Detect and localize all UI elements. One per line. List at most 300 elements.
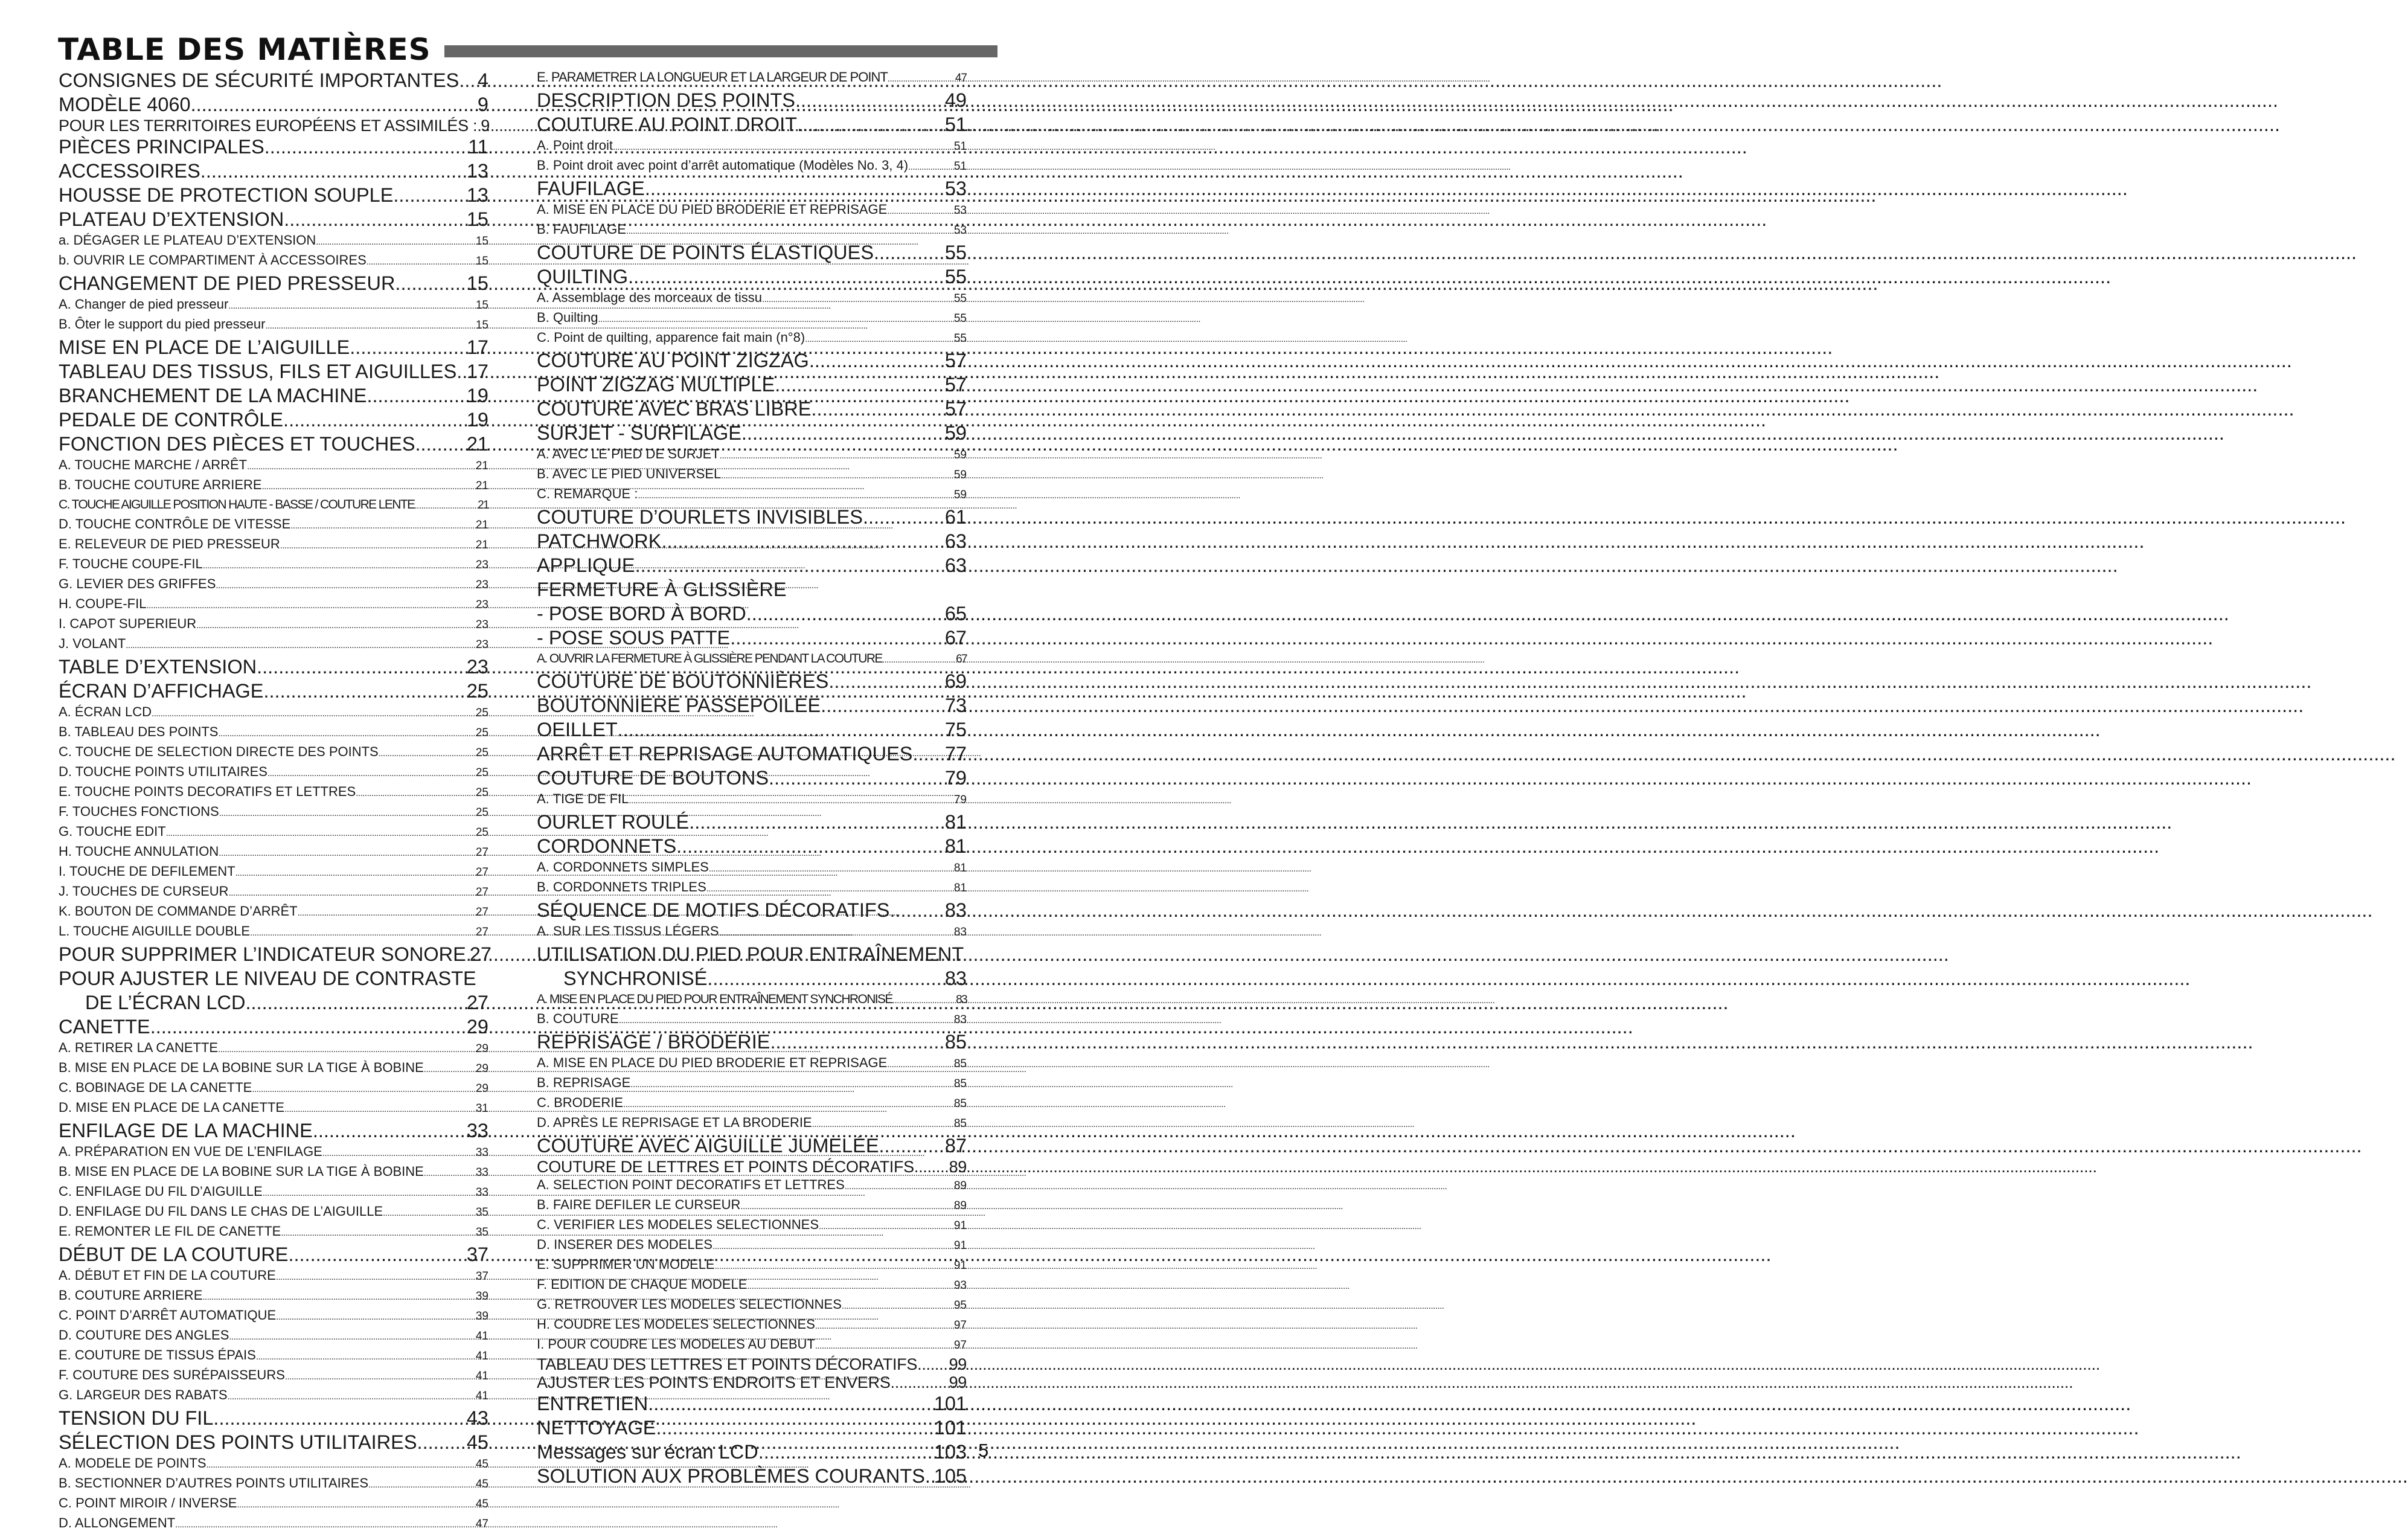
toc-entry-page: 41 — [475, 1370, 488, 1382]
dot-leader — [228, 297, 476, 315]
dot-leader — [229, 1328, 475, 1346]
dot-leader — [626, 222, 954, 240]
toc-entry[interactable] — [537, 1355, 967, 1373]
toc-entry-page: 99 — [949, 1355, 967, 1373]
toc-entry-label: I. CAPOT SUPERIEUR — [59, 616, 197, 631]
toc-entry-label: BRANCHEMENT DE LA MACHINE — [59, 385, 367, 406]
toc-entry-page: 81 — [953, 862, 967, 875]
toc-entry[interactable] — [537, 669, 967, 693]
toc-entry[interactable] — [59, 1202, 488, 1222]
toc-entry-label: E. SUPPRIMER UN MODELE — [537, 1257, 715, 1272]
toc-entry[interactable] — [59, 862, 488, 882]
toc-entry-page: 57 — [944, 398, 967, 420]
toc-entry[interactable] — [537, 136, 967, 156]
toc-entry-label: A. TIGE DE FIL — [537, 791, 629, 806]
toc-entry[interactable] — [59, 1266, 488, 1286]
dot-leader — [613, 138, 954, 156]
toc-entry[interactable] — [59, 456, 488, 476]
toc-entry[interactable] — [537, 1276, 967, 1295]
toc-entry[interactable] — [537, 397, 967, 421]
toc-entry-page: 35 — [475, 1206, 488, 1219]
toc-entry-page: 55 — [944, 242, 967, 263]
toc-entry-label: C. REMARQUE : — [537, 486, 638, 501]
toc-entry[interactable] — [537, 112, 967, 136]
toc-entry-label: COUTURE DE BOUTONS — [537, 767, 769, 789]
dot-leader — [191, 92, 478, 117]
toc-entry[interactable] — [537, 966, 967, 990]
dot-leader — [887, 1056, 954, 1074]
toc-entry[interactable] — [537, 176, 967, 201]
toc-entry-page: 83 — [953, 926, 967, 939]
toc-entry-label: D. TOUCHE POINTS UTILITAIRES — [59, 764, 267, 779]
toc-entry[interactable] — [537, 858, 967, 878]
toc-entry-label: D. APRÈS LE REPRISAGE ET LA BRODERIE — [537, 1115, 812, 1130]
toc-entry-label: C. BOBINAGE DE LA CANETTE — [59, 1080, 252, 1095]
dot-leader — [395, 271, 466, 295]
toc-entry-page: 45 — [475, 1458, 488, 1471]
toc-entry-page: 55 — [944, 266, 967, 287]
toc-entry-page: 53 — [953, 224, 967, 237]
toc-entry[interactable] — [59, 295, 488, 315]
toc-entry[interactable] — [59, 615, 488, 635]
dot-leader — [715, 1257, 954, 1276]
toc-entry[interactable] — [59, 922, 488, 942]
toc-entry[interactable] — [59, 1143, 488, 1163]
dot-leader — [638, 487, 953, 505]
toc-entry[interactable] — [537, 265, 967, 289]
toc-entry-label: A. ÉCRAN LCD — [59, 704, 152, 719]
toc-entry[interactable] — [59, 1059, 488, 1079]
dot-leader — [887, 202, 954, 220]
toc-entry[interactable] — [59, 803, 488, 823]
toc-entry[interactable] — [537, 1158, 967, 1176]
toc-entry[interactable] — [59, 902, 488, 922]
dot-leader — [815, 1317, 954, 1335]
toc-entry-page: 103 — [933, 1441, 967, 1463]
toc-entry[interactable] — [537, 1176, 967, 1196]
toc-entry[interactable] — [537, 1315, 967, 1335]
toc-entry-label: MISE EN PLACE DE L’AIGUILLE — [59, 336, 350, 358]
toc-entry-label: A. TOUCHE MARCHE / ARRÊT — [59, 457, 248, 472]
toc-entry-label: COUTURE AU POINT ZIGZAG — [537, 350, 809, 371]
toc-entry[interactable] — [59, 635, 488, 655]
toc-entry[interactable] — [59, 135, 488, 159]
toc-entry-label: SYNCHRONISÉ — [563, 968, 708, 989]
toc-entry-label: B. TABLEAU DES POINTS — [59, 724, 219, 739]
dot-leader — [288, 1242, 466, 1266]
toc-entry[interactable] — [537, 445, 967, 465]
toc-entry[interactable] — [59, 882, 488, 902]
toc-entry[interactable] — [59, 763, 488, 783]
toc-entry[interactable] — [537, 88, 967, 112]
toc-entry[interactable] — [537, 1094, 967, 1114]
toc-entry-page: 41 — [475, 1390, 488, 1402]
toc-entry-label: TENSION DU FIL — [59, 1407, 214, 1429]
toc-entry[interactable] — [59, 1474, 488, 1494]
toc-entry-label: C. TOUCHE AIGUILLE POSITION HAUTE - BASSE / COUTURE LENTE — [59, 498, 415, 512]
toc-entry[interactable] — [537, 201, 967, 220]
toc-entry[interactable] — [537, 289, 967, 309]
toc-entry-page: 25 — [475, 727, 488, 739]
toc-entry[interactable] — [537, 1010, 967, 1030]
toc-entry[interactable] — [59, 703, 488, 723]
toc-entry[interactable] — [537, 742, 967, 766]
toc-entry[interactable] — [59, 359, 488, 384]
toc-entry[interactable] — [537, 898, 967, 922]
toc-entry-label: ARRÊT ET REPRISAGE AUTOMATIQUES — [537, 743, 913, 765]
toc-entry[interactable] — [59, 1366, 488, 1386]
toc-entry-page: 9 — [477, 94, 488, 115]
toc-entry[interactable] — [537, 1216, 967, 1236]
toc-entry-page: 4 — [477, 69, 488, 91]
toc-entry[interactable] — [537, 553, 967, 577]
toc-entry-label: B. REPRISAGE — [537, 1075, 631, 1090]
toc-entry[interactable] — [59, 1015, 488, 1039]
toc-entry[interactable] — [59, 595, 488, 615]
dot-leader — [218, 725, 475, 743]
toc-entry-page: 45 — [475, 1478, 488, 1491]
toc-entry-page: 73 — [944, 695, 967, 716]
toc-entry-page: 55 — [953, 332, 967, 345]
toc-entry[interactable] — [537, 529, 967, 553]
dot-leader — [424, 1164, 476, 1183]
toc-entry[interactable] — [537, 1440, 967, 1464]
toc-entry[interactable] — [537, 1074, 967, 1094]
toc-entry[interactable] — [537, 1054, 967, 1074]
toc-entry[interactable] — [537, 790, 967, 810]
toc-entry[interactable] — [537, 485, 967, 505]
toc-entry-label: TABLEAU DES LETTRES ET POINTS DÉCORATIFS — [537, 1355, 918, 1373]
dot-leader — [290, 517, 476, 535]
dot-leader — [424, 1061, 476, 1079]
dot-leader — [263, 1184, 476, 1202]
toc-entry[interactable] — [59, 384, 488, 408]
toc-entry[interactable] — [537, 1030, 967, 1054]
toc-entry[interactable] — [537, 240, 967, 265]
toc-entry-page: 87 — [944, 1135, 967, 1157]
dot-leader — [661, 529, 944, 553]
toc-entry-page: 27 — [466, 992, 488, 1013]
toc-entry-page: 29 — [475, 1042, 488, 1055]
toc-entry[interactable] — [537, 465, 967, 485]
toc-entry-page: 31 — [475, 1102, 488, 1115]
toc-entry-page: 17 — [466, 336, 488, 358]
dot-leader — [912, 742, 944, 766]
dot-leader — [775, 373, 945, 397]
toc-entry[interactable] — [59, 942, 492, 966]
toc-entry[interactable] — [59, 92, 488, 117]
toc-entry[interactable] — [59, 251, 488, 271]
toc-entry[interactable] — [59, 783, 488, 803]
toc-entry-label: A. Changer de pied presseur — [59, 297, 229, 312]
toc-entry[interactable] — [537, 878, 967, 898]
dot-leader — [925, 1464, 934, 1488]
toc-entry[interactable] — [537, 766, 967, 790]
toc-entry-page: 59 — [953, 449, 967, 461]
toc-entry[interactable] — [59, 183, 488, 207]
toc-entry-label: ÉCRAN D’AFFICHAGE — [59, 680, 264, 702]
toc-entry-page: 85 — [953, 1057, 967, 1070]
toc-entry[interactable] — [59, 1222, 488, 1242]
toc-entry-page: 63 — [944, 554, 967, 576]
toc-entry-label: DÉBUT DE LA COUTURE — [59, 1244, 289, 1265]
toc-entry[interactable] — [59, 1406, 488, 1430]
toc-entry[interactable] — [59, 476, 488, 496]
toc-entry[interactable] — [59, 496, 488, 515]
toc-entry-label: G. RETROUVER LES MODELES SELECTIONNES — [537, 1297, 842, 1312]
dot-leader — [747, 1277, 953, 1295]
dot-leader — [619, 1012, 954, 1030]
toc-entry[interactable] — [59, 1326, 488, 1346]
toc-entry[interactable] — [537, 1134, 967, 1158]
toc-entry-label: FERMETURE À GLISSIÈRE — [537, 579, 787, 600]
toc-entry[interactable] — [59, 842, 488, 862]
toc-entry-page: 15 — [475, 235, 488, 248]
toc-entry-label: PEDALE DE CONTRÔLE — [59, 409, 284, 431]
toc-entry[interactable] — [59, 159, 488, 183]
toc-entry-page: 51 — [953, 140, 967, 153]
toc-entry-label: C. POINT MIROIR / INVERSE — [59, 1495, 237, 1510]
toc-entry-page: 11 — [468, 136, 488, 158]
toc-entry[interactable] — [537, 373, 967, 397]
toc-entry[interactable] — [59, 1286, 488, 1306]
toc-entry[interactable] — [537, 717, 967, 742]
toc-entry[interactable] — [59, 1163, 488, 1183]
dot-leader — [415, 497, 478, 515]
toc-entry[interactable] — [537, 602, 967, 626]
dot-leader — [150, 1015, 467, 1039]
toc-entry[interactable] — [537, 505, 967, 529]
toc-entry-label: FONCTION DES PIÈCES ET TOUCHES — [59, 433, 415, 455]
toc-entry-label: DESCRIPTION DES POINTS — [537, 89, 795, 111]
toc-entry-page: 15 — [475, 319, 488, 332]
dot-leader — [809, 348, 945, 373]
toc-entry[interactable] — [59, 1183, 488, 1202]
toc-entry[interactable] — [59, 1454, 488, 1474]
dot-leader — [281, 1224, 476, 1242]
toc-entry[interactable] — [59, 117, 488, 135]
toc-entry[interactable] — [537, 922, 967, 942]
toc-column-right — [537, 68, 967, 1488]
toc-entry[interactable] — [59, 575, 488, 595]
toc-entry[interactable] — [537, 626, 967, 650]
toc-entry-page: 19 — [466, 385, 488, 406]
toc-entry[interactable] — [537, 834, 967, 858]
toc-entry[interactable] — [537, 1236, 967, 1256]
toc-entry[interactable] — [537, 1464, 967, 1488]
toc-entry-label: E. RELEVEUR DE PIED PRESSEUR — [59, 536, 280, 551]
dot-leader — [284, 1100, 476, 1118]
toc-entry-page: 81 — [944, 835, 967, 857]
dot-leader — [908, 158, 954, 176]
dot-leader — [630, 1076, 954, 1094]
dot-leader — [256, 1348, 476, 1366]
toc-entry[interactable] — [537, 810, 967, 834]
toc-entry-page: 15 — [475, 255, 488, 268]
dot-leader — [246, 990, 467, 1015]
toc-entry-page: 85 — [944, 1031, 967, 1053]
dot-leader — [276, 1268, 476, 1286]
toc-entry[interactable] — [59, 1079, 488, 1099]
toc-entry-page: 41 — [475, 1330, 488, 1343]
toc-entry[interactable] — [59, 1039, 488, 1059]
toc-entry-page: 91 — [953, 1219, 967, 1232]
toc-entry-label: B. COUTURE ARRIERE — [59, 1288, 203, 1303]
dot-leader — [216, 577, 475, 595]
toc-entry[interactable] — [59, 966, 488, 990]
toc-entry[interactable] — [537, 942, 967, 966]
toc-entry-label: C. ENFILAGE DU FIL D’AIGUILLE — [59, 1184, 263, 1199]
toc-entry-page: 83 — [944, 968, 967, 989]
toc-entry-page: 51 — [953, 160, 967, 173]
dot-leader — [218, 1041, 476, 1059]
toc-entry-label: A. MODELE DE POINTS — [59, 1455, 207, 1471]
toc-entry-page: 23 — [475, 599, 488, 611]
dot-leader — [252, 1080, 476, 1099]
dot-leader — [265, 317, 475, 335]
toc-entry[interactable] — [59, 1306, 488, 1326]
toc-entry-label: COUTURE DE LETTRES ET POINTS DÉCORATIFS — [537, 1158, 914, 1176]
toc-entry[interactable] — [59, 432, 488, 456]
toc-entry-page: 37 — [466, 1244, 488, 1265]
toc-entry[interactable] — [59, 723, 488, 743]
dot-leader — [819, 1218, 954, 1236]
dot-leader — [758, 1440, 934, 1464]
dot-leader — [267, 765, 476, 783]
toc-entry[interactable] — [59, 231, 488, 251]
toc-entry-page: 53 — [953, 204, 967, 217]
toc-entry-label: A. SELECTION POINT DECORATIFS ET LETTRES — [537, 1177, 845, 1192]
toc-entry[interactable] — [59, 207, 488, 231]
toc-entry[interactable] — [537, 693, 967, 717]
dot-leader — [459, 68, 478, 92]
toc-entry[interactable] — [537, 650, 967, 669]
toc-entry-label: G. TOUCHE EDIT — [59, 824, 166, 839]
toc-entry[interactable] — [59, 315, 488, 335]
toc-entry[interactable] — [59, 1514, 488, 1534]
toc-entry[interactable] — [537, 309, 967, 329]
toc-entry[interactable] — [537, 1196, 967, 1216]
toc-entry[interactable] — [537, 1335, 967, 1355]
toc-entry-label: UTILISATION DU PIED POUR ENTRAÎNEMENT — [537, 943, 964, 965]
toc-entry-page: 99 — [949, 1373, 967, 1391]
toc-entry-label: TABLE D’EXTENSION — [59, 656, 257, 678]
dot-leader — [879, 1134, 945, 1158]
toc-entry[interactable] — [59, 823, 488, 842]
toc-entry[interactable] — [537, 577, 967, 602]
toc-entry-page: 19 — [466, 409, 488, 431]
toc-entry[interactable] — [59, 743, 488, 763]
toc-entry[interactable] — [537, 1373, 967, 1391]
toc-entry-label: SOLUTION AUX PROBLÈMES COURANTS — [537, 1465, 925, 1487]
dot-leader — [276, 1308, 476, 1326]
toc-entry-page: 91 — [953, 1259, 967, 1272]
toc-entry[interactable] — [59, 335, 488, 359]
toc-entry-label: CHANGEMENT DE PIED PRESSEUR — [59, 272, 395, 294]
toc-entry[interactable] — [59, 1118, 488, 1143]
toc-entry-label: CANETTE — [59, 1016, 150, 1038]
toc-entry-label: COUTURE AU POINT DROIT — [537, 114, 797, 135]
toc-entry[interactable] — [537, 1295, 967, 1315]
toc-entry-label: CONSIGNES DE SÉCURITÉ IMPORTANTES — [59, 69, 460, 91]
toc-entry[interactable] — [59, 555, 488, 575]
toc-entry-label: Messages sur écran LCD — [537, 1441, 758, 1463]
toc-entry[interactable] — [59, 655, 488, 679]
toc-entry-label: J. TOUCHES DE CURSEUR — [59, 884, 229, 899]
toc-entry-page: 97 — [953, 1319, 967, 1332]
toc-entry[interactable] — [537, 1391, 967, 1416]
toc-entry[interactable] — [537, 348, 967, 373]
toc-entry-label: H. COUPE-FIL — [59, 596, 147, 611]
toc-entry[interactable] — [537, 68, 967, 88]
toc-entry-page: 45 — [466, 1431, 488, 1453]
toc-entry-page: 15 — [475, 299, 488, 312]
toc-entry-page: 83 — [944, 899, 967, 921]
toc-entry-page: 27 — [469, 943, 492, 965]
dot-leader — [203, 557, 476, 575]
toc-entry[interactable] — [59, 679, 488, 703]
toc-entry[interactable] — [537, 156, 967, 176]
dot-leader — [712, 1237, 954, 1256]
toc-entry-label: PATCHWORK — [537, 530, 662, 552]
toc-entry[interactable] — [537, 421, 967, 445]
toc-entry-label: SURJET - SURFILAGE — [537, 422, 741, 444]
toc-entry[interactable] — [537, 1416, 967, 1440]
toc-entry[interactable] — [59, 408, 488, 432]
toc-entry[interactable] — [59, 68, 488, 92]
dot-leader — [383, 1204, 476, 1222]
toc-entry-label: A. MISE EN PLACE DU PIED POUR ENTRAÎNEMENT SYNCHRONISÉ — [537, 992, 892, 1006]
dot-leader — [264, 135, 468, 159]
toc-entry-page: 21 — [475, 460, 488, 472]
toc-entry-page: 33 — [475, 1166, 488, 1179]
toc-entry-page: 65 — [944, 603, 967, 624]
toc-entry[interactable] — [59, 1099, 488, 1118]
toc-entry[interactable] — [59, 990, 488, 1015]
toc-entry[interactable] — [59, 1494, 488, 1514]
dot-leader — [842, 1297, 954, 1315]
toc-entry-page: 35 — [475, 1226, 488, 1239]
toc-entry[interactable] — [537, 1256, 967, 1276]
dot-leader — [812, 1115, 954, 1134]
toc-entry[interactable] — [59, 535, 488, 555]
toc-entry-label: PLATEAU D’EXTENSION — [59, 208, 284, 230]
dot-leader — [175, 1516, 476, 1534]
toc-entry[interactable] — [59, 1430, 488, 1454]
toc-entry-label: H. TOUCHE ANNULATION — [59, 844, 219, 859]
toc-entry[interactable] — [59, 1346, 488, 1366]
toc-entry[interactable] — [59, 1242, 488, 1266]
toc-entry-page: 29 — [475, 1062, 488, 1075]
toc-entry-label: B. Point droit avec point d’arrêt automatique (Modèles No. 3, 4) — [537, 158, 909, 173]
toc-entry[interactable] — [537, 329, 967, 348]
toc-entry[interactable] — [59, 1386, 488, 1406]
toc-entry-page: 23 — [475, 559, 488, 571]
toc-entry-label: F. EDITION DE CHAQUE MODELE — [537, 1277, 748, 1292]
toc-entry[interactable] — [59, 271, 488, 295]
toc-entry-page: 59 — [953, 469, 967, 481]
toc-entry[interactable] — [537, 1114, 967, 1134]
toc-entry[interactable] — [537, 220, 967, 240]
toc-entry-label: D. ALLONGEMENT — [59, 1515, 176, 1530]
toc-entry-page: 25 — [466, 680, 488, 702]
toc-entry[interactable] — [59, 515, 488, 535]
dot-leader — [417, 1430, 467, 1454]
toc-entry[interactable] — [537, 990, 967, 1010]
toc-entry-page: 39 — [475, 1290, 488, 1303]
dot-leader — [720, 447, 954, 465]
dot-leader — [250, 924, 476, 942]
